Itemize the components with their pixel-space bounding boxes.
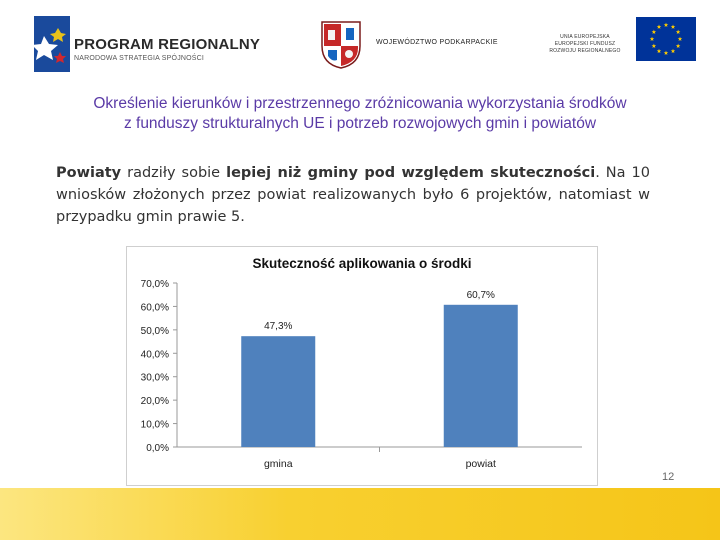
data-label-gmina: 47,3% <box>264 321 293 333</box>
y-tick-label: 30,0% <box>140 372 169 384</box>
body-paragraph <box>56 162 650 228</box>
y-tick-label: 60,0% <box>140 302 169 314</box>
podkarpackie-coat-of-arms-icon <box>320 20 362 70</box>
slide-title-line1: Określenie kierunków i przestrzennego zróżnicowania wykorzystania środków <box>93 95 627 112</box>
y-tick-label: 50,0% <box>140 325 169 337</box>
eu-flag-icon <box>636 17 696 61</box>
program-regionalny-emblem-icon <box>30 14 74 74</box>
eu-star-icon <box>671 49 676 53</box>
bar-gmina <box>241 336 315 447</box>
slide-title <box>30 94 690 134</box>
y-tick-label: 10,0% <box>140 419 169 431</box>
y-tick-label: 0,0% <box>146 443 169 454</box>
eu-star-icon <box>678 37 683 41</box>
para-bold-1: Powiaty <box>56 165 122 181</box>
para-bold-2: lepiej niż gminy pod względem skuteczności <box>226 165 596 181</box>
eu-fund-label <box>540 34 630 55</box>
eu-star-icon <box>657 49 662 53</box>
eu-star-icon <box>671 24 676 28</box>
region-name: WOJEWÓDZTWO PODKARPACKIE <box>376 39 498 46</box>
eu-text-line1: UNIA EUROPEJSKA <box>560 34 610 40</box>
y-tick-label: 20,0% <box>140 396 169 408</box>
eu-text-line2: EUROPEJSKI FUNDUSZ <box>554 41 616 47</box>
x-tick-label-gmina: gmina <box>263 458 293 470</box>
program-subtitle: NARODOWA STRATEGIA SPÓJNOŚCI <box>74 55 205 62</box>
eu-star-icon <box>652 30 657 34</box>
para-text-2: . Na 10 wniosków złożonych przez powiat realizowanych było 6 projektów, natomiast w przypadku gmin prawie 5. <box>56 165 650 225</box>
program-title: PROGRAM REGIONALNY <box>74 36 261 53</box>
x-tick-label-powiat: powiat <box>465 458 496 470</box>
y-tick-label: 40,0% <box>140 349 169 361</box>
eu-star-icon <box>676 44 681 48</box>
data-label-powiat: 60,7% <box>466 289 495 301</box>
eu-star-icon <box>652 44 657 48</box>
eu-star-icon <box>657 24 662 28</box>
bar-chart <box>127 247 597 485</box>
eu-text-line3: ROZWOJU REGIONALNEGO <box>549 48 621 54</box>
page-number: 12 <box>662 471 675 483</box>
eu-star-icon <box>664 23 669 27</box>
eu-star-icon <box>664 51 669 55</box>
eu-star-icon <box>676 30 681 34</box>
para-text-1: radziły sobie <box>121 165 227 181</box>
y-tick-label: 70,0% <box>140 279 169 290</box>
chart-title: Skuteczność aplikowania o środki <box>252 256 472 271</box>
chart-container <box>126 246 598 486</box>
slide-title-line2: z funduszy strukturalnych UE i potrzeb rozwojowych gmin i powiatów <box>123 115 597 132</box>
eu-star-icon <box>650 37 655 41</box>
bottom-decorative-bar <box>0 488 720 540</box>
bar-powiat <box>444 305 518 447</box>
